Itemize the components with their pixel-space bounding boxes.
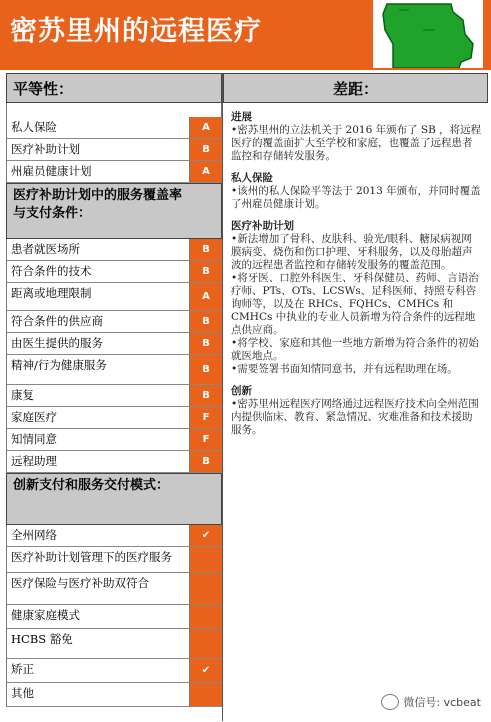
- grade-row: [6, 659, 222, 683]
- gap-header: 差距：: [223, 73, 488, 103]
- grade-badge: [190, 573, 222, 604]
- gap-text: [223, 103, 488, 437]
- grade-row: [6, 683, 222, 707]
- row-label: 州雇员健康计划: [7, 161, 190, 182]
- grade-row: [6, 139, 222, 161]
- row-label: 知情同意: [7, 429, 190, 450]
- row-label: 医疗补助计划管理下的医疗服务: [7, 547, 190, 572]
- medicaid-bullet: •将学校、家庭和其他一些地方新增为符合条件的初始就医地点。: [231, 337, 479, 362]
- spacer: [6, 103, 222, 117]
- section-coverage-title: 医疗补助计划中的服务覆盖率与支付条件：: [6, 183, 222, 239]
- grade-row: [6, 385, 222, 407]
- grade-row: [6, 161, 222, 183]
- watermark: 微信号: vcbeat: [381, 694, 481, 710]
- row-label: 符合条件的供应商: [7, 311, 190, 332]
- grade-row: [6, 407, 222, 429]
- innovation-body: •密苏里州远程医疗网络通过远程医疗技术向全州范围内提供临床、教育、紧急情况、灾难准备和技术援助服务。: [231, 398, 479, 436]
- progress-body: •密苏里州的立法机关于 2016 年颁布了 SB ，将远程医疗的覆盖面扩大至学校和家庭，也覆盖了远程患者监控和存储转发服务。: [231, 124, 482, 162]
- grade-badge: [190, 683, 222, 706]
- gap-column: [222, 73, 488, 721]
- missouri-map-icon: [373, 0, 483, 68]
- grade-badge: B: [190, 385, 222, 406]
- grade-row: [6, 283, 222, 311]
- grade-row: [6, 355, 222, 385]
- medicaid-bullet: •新法增加了骨科、皮肤科、验光/眼科、糖尿病视网膜病变、烧伤和伤口护理、牙科服务，以及母胎超声波的远程患者监控和存储转发服务的覆盖范围。: [231, 233, 473, 271]
- page-title: 密苏里州的远程医疗: [10, 16, 262, 47]
- row-label: 私人保险: [7, 117, 190, 138]
- row-label: 符合条件的技术: [7, 261, 190, 282]
- grade-badge: A: [190, 283, 222, 310]
- check-icon: ✔: [190, 525, 222, 546]
- grade-row: [6, 525, 222, 547]
- row-label: 康复: [7, 385, 190, 406]
- medicaid-bullet: •将牙医、口腔外科医生、牙科保健员、药师、言语治疗师、PTs、OTs、LCSWs、足科医师、持照专科咨询师等，以及在 RHCs、FQHCs、CMHCs 和 CMHCs 中执业的专业人员新增为符合条件的远程地点供应商。: [231, 272, 479, 336]
- grade-row: [6, 451, 222, 473]
- grade-row: [6, 429, 222, 451]
- equality-header: 平等性：: [6, 73, 222, 103]
- private-insurance-body: •该州的私人保险平等法于 2013 年颁布，并同时覆盖了州雇员健康计划。: [231, 185, 481, 210]
- equality-column: [6, 73, 222, 707]
- row-label: 由医生提供的服务: [7, 333, 190, 354]
- grade-badge: A: [190, 161, 222, 182]
- grade-row: [6, 573, 222, 605]
- wechat-icon: [381, 694, 399, 710]
- grade-badge: [190, 605, 222, 628]
- row-label: 患者就医场所: [7, 239, 190, 260]
- header-banner: [0, 0, 491, 70]
- grade-badge: B: [190, 451, 222, 472]
- grade-row: [6, 547, 222, 573]
- row-label: 精神/行为健康服务: [7, 355, 190, 384]
- grade-badge: F: [190, 429, 222, 450]
- row-label: 健康家庭模式: [7, 605, 190, 628]
- grade-row: [6, 239, 222, 261]
- row-label: 全州网络: [7, 525, 190, 546]
- grade-badge: B: [190, 355, 222, 384]
- grade-row: [6, 261, 222, 283]
- row-label: 距离或地理限制: [7, 283, 190, 310]
- grade-row: [6, 629, 222, 659]
- grade-badge: A: [190, 117, 222, 138]
- check-icon: ✔: [190, 659, 222, 682]
- grade-badge: F: [190, 407, 222, 428]
- grade-badge: B: [190, 311, 222, 332]
- grade-row: [6, 333, 222, 355]
- medicaid-heading: 医疗补助计划: [231, 220, 294, 232]
- row-label: 矫正: [7, 659, 190, 682]
- grade-badge: B: [190, 139, 222, 160]
- grade-badge: [190, 629, 222, 658]
- row-label: 远程助理: [7, 451, 190, 472]
- grade-badge: B: [190, 333, 222, 354]
- row-label: 家庭医疗: [7, 407, 190, 428]
- medicaid-bullet: •需要签署书面知情同意书，并有远程助理在场。: [231, 363, 458, 375]
- row-label: 医疗补助计划: [7, 139, 190, 160]
- grade-badge: B: [190, 239, 222, 260]
- grade-row: [6, 117, 222, 139]
- grade-badge: B: [190, 261, 222, 282]
- row-label: HCBS 豁免: [7, 629, 190, 658]
- grade-row: [6, 605, 222, 629]
- row-label: 其他: [7, 683, 190, 706]
- row-label: 医疗保险与医疗补助双符合: [7, 573, 190, 604]
- progress-heading: 进展: [231, 111, 252, 123]
- section-innovation-title: 创新支付和服务交付模式：: [6, 473, 222, 525]
- grade-badge: [190, 547, 222, 572]
- innovation-heading: 创新: [231, 385, 252, 397]
- grade-row: [6, 311, 222, 333]
- private-insurance-heading: 私人保险: [231, 172, 273, 184]
